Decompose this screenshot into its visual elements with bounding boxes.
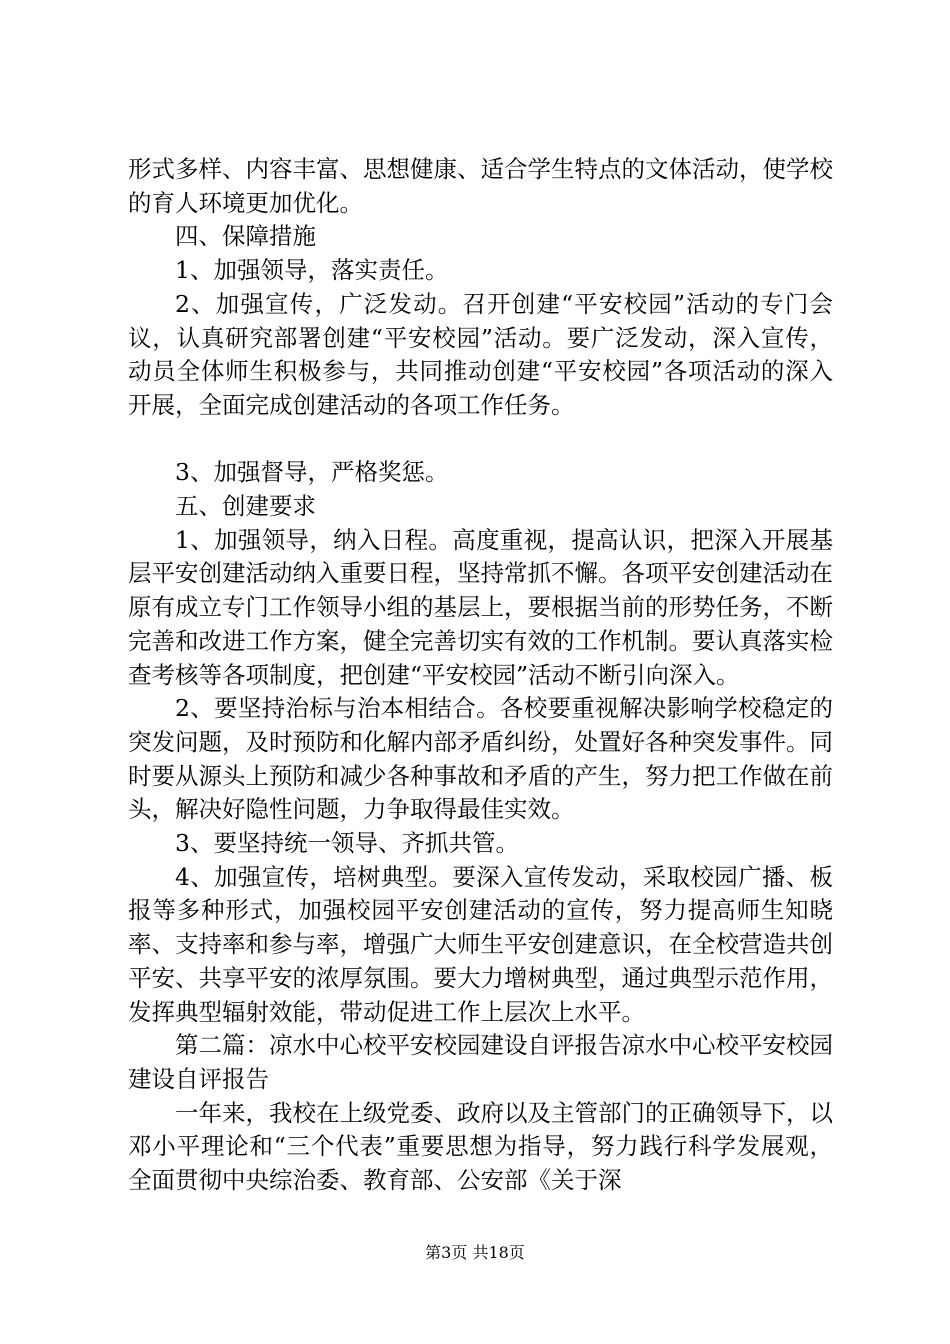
document-body — [128, 153, 833, 1198]
chapter-heading: 第二篇：凉水中心校平安校园建设自评报告凉水中心校平安校园建设自评报告 — [128, 1031, 833, 1093]
paragraph: 2、要坚持治标与治本相结合。各校要重视解决影响学校稳定的突发问题，及时预防和化解内部矛盾纠纷，处置好各种突发事件。同时要从源头上预防和减少各种事故和矛盾的产生，努力把工作做在前头，解决好隐性问题，力争取得最佳实效。 — [128, 694, 833, 824]
paragraph: 一年来，我校在上级党委、政府以及主管部门的正确领导下，以邓小平理论和“三个代表”重要思想为指导，努力践行科学发展观，全面贯彻中央综治委、教育部、公安部《关于深 — [128, 1098, 833, 1195]
paragraph: 3、要坚持统一领导、齐抓共管。 — [175, 829, 519, 858]
section-heading: 五、创建要求 — [175, 492, 316, 521]
paragraph: 4、加强宣传，培树典型。要深入宣传发动，采取校园广播、板报等多种形式，加强校园平安创建活动的宣传，努力提高师生知晓率、支持率和参与率，增强广大师生平安创建意识，在全校营造共创平安、共享平安的浓厚氛围。要大力增树典型，通过典型示范作用，发挥典型辐射效能，带动促进工作上层次上水平。 — [128, 862, 833, 1026]
paragraph: 2、加强宣传，广泛发动。召开创建“平安校园”活动的专门会议，认真研究部署创建“平安校园”活动。要广泛发动，深入宣传，动员全体师生积极参与，共同推动创建“平安校园”各项活动的深入开展，全面完成创建活动的各项工作任务。 — [128, 289, 833, 419]
paragraph: 形式多样、内容丰富、思想健康、适合学生特点的文体活动，使学校的育人环境更加优化。 — [128, 155, 833, 217]
paragraph: 1、加强领导，落实责任。 — [175, 256, 449, 285]
blank-line — [128, 423, 833, 457]
section-heading: 四、保障措施 — [175, 222, 316, 251]
paragraph: 3、加强督导，严格奖惩。 — [175, 458, 449, 487]
page-number-footer: 第3页 共18页 — [425, 1243, 525, 1262]
paragraph: 1、加强领导，纳入日程。高度重视，提高认识，把深入开展基层平安创建活动纳入重要日程，坚持常抓不懈。各项平安创建活动在原有成立专门工作领导小组的基层上，要根据当前的形势任务，不断完善和改进工作方案，健全完善切实有效的工作机制。要认真落实检查考核等各项制度，把创建“平安校园”活动不断引向深入。 — [128, 525, 833, 689]
